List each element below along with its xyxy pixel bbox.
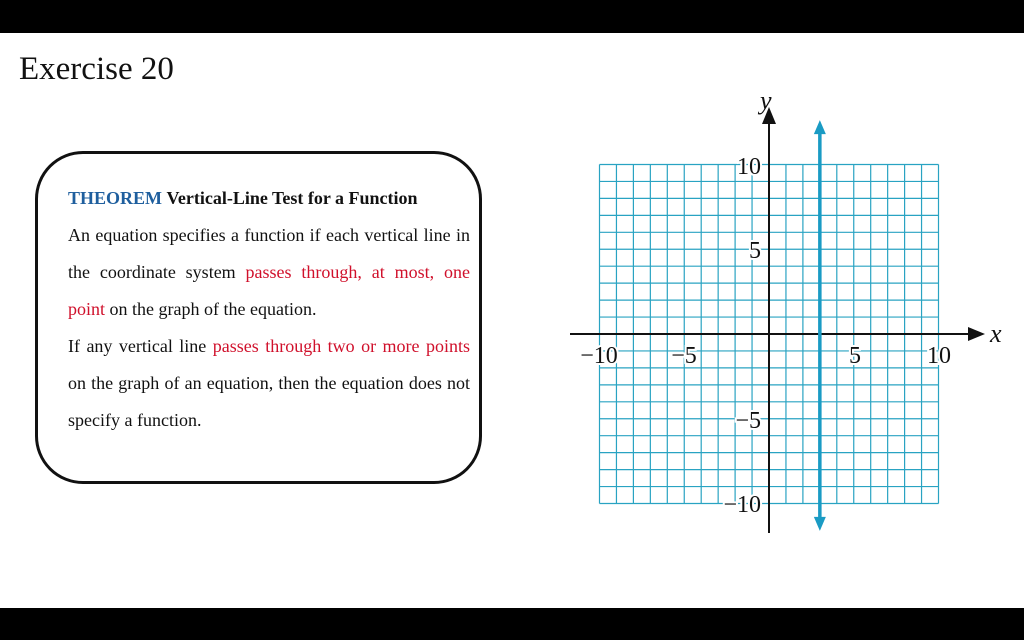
page-title: Exercise 20 <box>19 51 174 87</box>
theorem-text <box>68 180 470 439</box>
theorem-para1-highlight: passes through, at most, one point <box>68 262 470 319</box>
graph-canvas <box>560 85 1000 535</box>
x-tick-label: 5 <box>849 343 861 369</box>
theorem-para1-text-a: An equation specifies a function if each vertical line in the coordinate system <box>68 225 470 282</box>
x-tick-label: 10 <box>927 343 951 369</box>
theorem-keyword: THEOREM <box>68 188 163 208</box>
line-arrow-down-icon <box>814 517 826 531</box>
tick-labels <box>580 154 951 518</box>
y-axis-label: y <box>760 86 772 115</box>
x-tick-label: −10 <box>580 343 618 369</box>
y-tick-label: 10 <box>737 154 761 180</box>
letterbox-top <box>0 0 1024 33</box>
theorem-para2-text-b: on the graph of an equation, then the equation does not specify a function. <box>68 373 470 430</box>
theorem-heading-row <box>68 180 470 217</box>
x-axis-arrow-icon <box>968 327 985 341</box>
coordinate-graph <box>560 85 1000 539</box>
theorem-box <box>35 151 482 484</box>
theorem-paragraph-1 <box>68 217 470 328</box>
y-tick-label: 5 <box>749 238 761 264</box>
theorem-para1-text-b: on the graph of the equation. <box>105 299 317 319</box>
theorem-para2-highlight: passes through two or more points <box>212 336 470 356</box>
letterbox-bottom <box>0 608 1024 640</box>
slide <box>0 33 1024 608</box>
line-arrow-up-icon <box>814 120 826 134</box>
x-axis-label: x <box>990 319 1002 348</box>
theorem-para2-text-a: If any vertical line <box>68 336 213 356</box>
y-tick-label: −5 <box>735 408 761 434</box>
theorem-paragraph-2 <box>68 328 470 439</box>
x-tick-label: −5 <box>671 343 697 369</box>
theorem-heading: Vertical-Line Test for a Function <box>166 188 418 208</box>
y-tick-label: −10 <box>723 492 761 518</box>
